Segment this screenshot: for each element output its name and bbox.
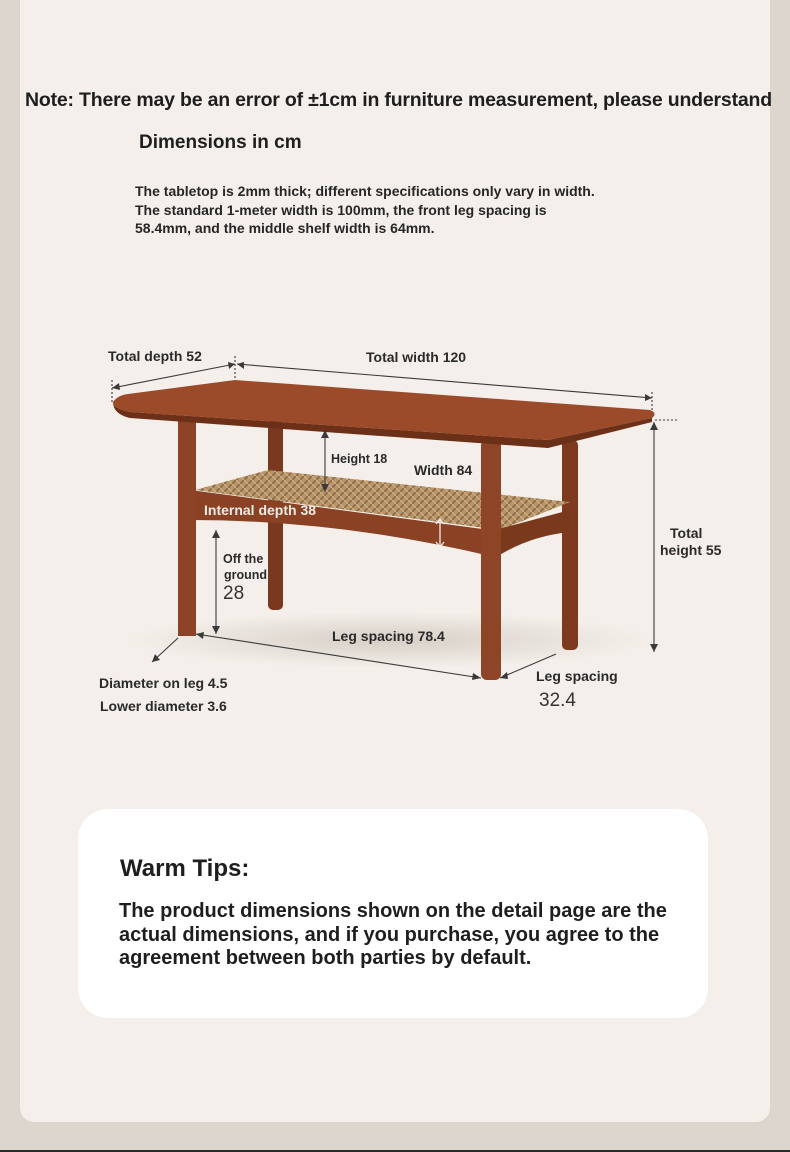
off-ground-label-line2: ground bbox=[224, 568, 268, 582]
leg-spacing-side-value: 32.4 bbox=[539, 690, 576, 711]
off-ground-label-line1: Off the bbox=[223, 552, 264, 566]
off-ground-value: 28 bbox=[223, 583, 245, 604]
height-18-label: Height 18 bbox=[331, 452, 388, 466]
diameter-upper-label: Diameter on leg 4.5 bbox=[99, 675, 228, 691]
front-right-leg bbox=[481, 440, 501, 680]
warm-tips-title: Warm Tips: bbox=[120, 855, 250, 882]
measurement-note: Note: There may be an error of ±1cm in furniture measurement, please understand bbox=[25, 89, 772, 111]
front-left-leg bbox=[178, 418, 196, 636]
width-84-label: Width 84 bbox=[414, 462, 473, 478]
total-width-label: Total width 120 bbox=[366, 349, 467, 365]
back-right-leg bbox=[562, 440, 578, 650]
dimensions-title: Dimensions in cm bbox=[139, 132, 302, 153]
leg-spacing-front-label: Leg spacing 78.4 bbox=[332, 628, 445, 644]
spec-description: The tabletop is 2mm thick; different specifications only vary in width. The standard 1-meter width is 100mm, the front leg spacing is 58.4mm, and the middle shelf width is 64mm. bbox=[135, 183, 595, 236]
total-depth-label: Total depth 52 bbox=[108, 348, 202, 364]
total-height-label-line2: height 55 bbox=[660, 542, 722, 558]
leg-spacing-side-label: Leg spacing bbox=[536, 668, 618, 684]
warm-tips-body: The product dimensions shown on the detail page are the actual dimensions, and if you purchase, you agree to the agreement between both parties by default. bbox=[119, 900, 667, 969]
total-height-label-line1: Total bbox=[670, 525, 703, 541]
internal-depth-label: Internal depth 38 bbox=[204, 502, 317, 518]
diameter-lower-label: Lower diameter 3.6 bbox=[100, 698, 227, 714]
